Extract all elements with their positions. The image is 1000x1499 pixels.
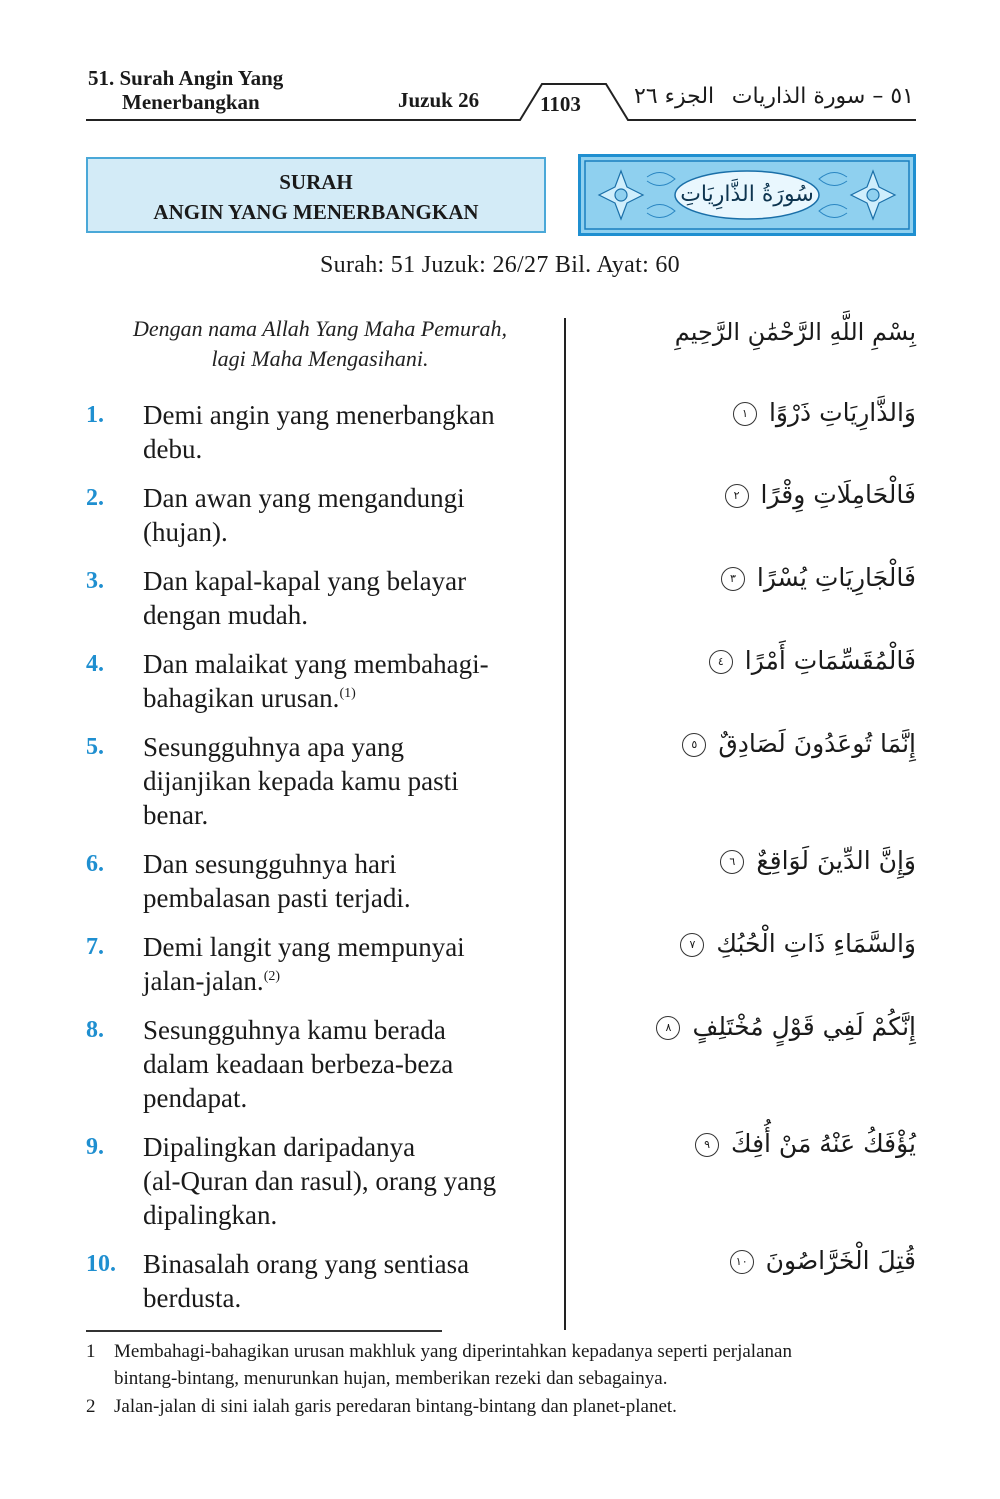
header-arabic-juz: الجزء ٢٦	[634, 84, 715, 109]
verse-number: 6.	[86, 851, 104, 877]
surah-title-line1: SURAH	[279, 170, 353, 194]
arabic-text: فَالْمُقَسِّمَاتِ أَمْرًا	[744, 646, 916, 675]
footnote-ref[interactable]: (1)	[339, 686, 356, 701]
verse-line: berdusta.	[143, 1283, 242, 1313]
arabic-verse-3	[586, 563, 916, 592]
arabic-text: فَالْجَارِيَاتِ يُسْرًا	[756, 563, 916, 592]
arabic-verse-6	[586, 846, 916, 875]
verse-line: dalam keadaan berbeza-beza	[143, 1049, 454, 1079]
column-divider	[564, 318, 566, 1330]
verse-line: benar.	[143, 800, 209, 830]
ayah-marker: ٧	[680, 933, 704, 957]
verse-line: dipalingkan.	[143, 1200, 278, 1230]
verse-text	[143, 1247, 563, 1315]
footnote-line: bintang-bintang, menurunkan hujan, memberikan rezeki dan sebagainya.	[114, 1368, 668, 1389]
verse-line	[143, 681, 563, 715]
arabic-text: فَالْحَامِلَاتِ وِقْرًا	[760, 480, 916, 509]
surah-ornament-banner	[578, 154, 916, 236]
ayah-marker: ٢	[725, 484, 749, 508]
verse-line: Dan malaikat yang membahagi-	[143, 649, 489, 679]
verse-number: 9.	[86, 1134, 104, 1160]
verse-text	[143, 398, 563, 466]
verse-text	[143, 1013, 563, 1115]
arabic-verse-4	[586, 646, 916, 675]
verse-line: Demi langit yang mempunyai	[143, 932, 465, 962]
verse-line: Demi angin yang menerbangkan	[143, 400, 495, 430]
verse-number: 2.	[86, 485, 104, 511]
verse-number: 8.	[86, 1017, 104, 1043]
ayah-marker: ٩	[695, 1133, 719, 1157]
footnote-ref[interactable]: (2)	[263, 969, 281, 984]
verse-number: 3.	[86, 568, 104, 594]
footnote-text	[114, 1338, 918, 1392]
verse-text	[143, 847, 563, 915]
verse-number: 7.	[86, 934, 104, 960]
arabic-verse-2	[586, 480, 916, 509]
ayah-marker: ٤	[709, 650, 733, 674]
verse-text	[143, 1130, 563, 1232]
basmalah-line2: lagi Maha Mengasihani.	[211, 346, 429, 371]
ayah-marker: ٣	[721, 567, 745, 591]
verse-line: Sesungguhnya apa yang	[143, 732, 404, 762]
ayah-marker: ١	[733, 402, 757, 426]
ayah-marker: ٨	[656, 1016, 680, 1040]
footnote-line: Jalan-jalan di sini ialah garis peredaran bintang-bintang dan planet-planet.	[114, 1396, 677, 1417]
footnote-number: 1	[86, 1341, 96, 1362]
page-header	[86, 62, 916, 124]
surah-title-box	[86, 157, 546, 233]
verse-line: dengan mudah.	[143, 600, 308, 630]
verse-line: pendapat.	[143, 1083, 248, 1113]
arabic-text: وَالسَّمَاءِ ذَاتِ الْحُبُكِ	[716, 929, 916, 958]
verse-line: Dan sesungguhnya hari	[143, 849, 397, 879]
arabic-verse-5	[586, 729, 916, 758]
ayah-marker: ٥	[682, 733, 706, 757]
arabic-text: إِنَّمَا تُوعَدُونَ لَصَادِقٌ	[718, 729, 916, 758]
arabic-text: إِنَّكُمْ لَفِي قَوْلٍ مُخْتَلِفٍ	[692, 1012, 916, 1041]
footnote-line: Membahagi-bahagikan urusan makhluk yang diperintahkan kepadanya seperti perjalanan	[114, 1341, 792, 1362]
surah-title-line2: ANGIN YANG MENERBANGKAN	[153, 200, 479, 224]
footnote-rule	[86, 1330, 442, 1332]
verse-line: Dipalingkan daripadanya	[143, 1132, 416, 1162]
footnote-text	[114, 1393, 918, 1420]
verse-text	[143, 930, 563, 998]
verse-line: pembalasan pasti terjadi.	[143, 883, 411, 913]
arabic-verse-7	[586, 929, 916, 958]
ayah-marker: ٦	[720, 850, 744, 874]
verse-text	[143, 564, 563, 632]
ornament-arabic-title: سُورَةُ الذَّارِيَاتِ	[680, 182, 814, 207]
arabic-text: وَالذَّارِيَاتِ ذَرْوًا	[768, 398, 916, 427]
verse-line: Dan awan yang mengandungi	[143, 483, 465, 513]
verse-line: Binasalah orang yang sentiasa	[143, 1249, 470, 1279]
footnote-number: 2	[86, 1396, 96, 1417]
arabic-verse-1	[586, 398, 916, 427]
arabic-verse-8	[586, 1012, 916, 1041]
verse-number: 5.	[86, 734, 104, 760]
arabic-text: يُؤْفَكُ عَنْهُ مَنْ أُفِكَ	[731, 1129, 916, 1158]
arabic-verse-10	[586, 1246, 916, 1275]
arabic-text: قُتِلَ الْخَرَّاصُونَ	[765, 1246, 916, 1275]
verse-line: dijanjikan kepada kamu pasti	[143, 766, 459, 796]
basmalah-arabic: بِسْمِ اللَّهِ الرَّحْمَٰنِ الرَّحِيمِ	[674, 318, 916, 346]
verse-line: (al-Quran dan rasul), orang yang	[143, 1166, 497, 1196]
header-title-line1: 51. Surah Angin Yang	[88, 66, 284, 90]
surah-info-line: Surah: 51 Juzuk: 26/27 Bil. Ayat: 60	[320, 252, 680, 278]
page-number: 1103	[540, 92, 581, 116]
header-title-line2: Menerbangkan	[122, 90, 260, 114]
verse-line: (hujan).	[143, 517, 228, 547]
verse-line	[143, 964, 563, 998]
verse-number: 4.	[86, 651, 104, 677]
ornament-star-right-icon	[851, 171, 895, 219]
verse-line-text: bahagikan urusan.	[143, 683, 340, 713]
verse-text	[143, 647, 563, 715]
arabic-text: وَإِنَّ الدِّينَ لَوَاقِعٌ	[756, 846, 916, 875]
verse-text	[143, 481, 563, 549]
verse-line: Sesungguhnya kamu berada	[143, 1015, 446, 1045]
verse-number: 1.	[86, 402, 104, 428]
verse-line-text: jalan-jalan.	[143, 966, 264, 996]
arabic-verse-9	[586, 1129, 916, 1158]
header-juzuk: Juzuk 26	[398, 88, 480, 112]
basmalah-translation	[100, 314, 540, 374]
header-surah-title	[88, 66, 283, 114]
verse-line: Dan kapal-kapal yang belayar	[143, 566, 467, 596]
basmalah-line1: Dengan nama Allah Yang Maha Pemurah,	[133, 316, 507, 341]
verse-number: 10.	[86, 1251, 116, 1277]
ayah-marker: ١٠	[730, 1250, 754, 1274]
verse-line: debu.	[143, 434, 203, 464]
header-arabic-surah: ٥١ – سورة الذاريات	[731, 84, 914, 109]
verse-text	[143, 730, 563, 832]
ornament-star-left-icon	[599, 171, 643, 219]
